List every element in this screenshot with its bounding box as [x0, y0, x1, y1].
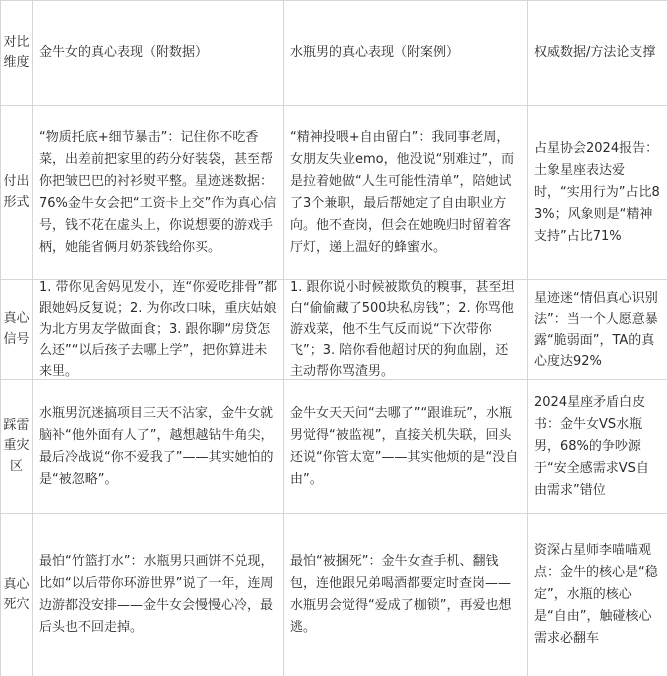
evidence-text: 2024星座矛盾白皮书：金牛女VS水瓶男，68%的争吵源于“安全感需求VS自由需求”错位	[534, 394, 649, 498]
taurus-cell	[33, 380, 284, 513]
taurus-cell	[33, 514, 284, 676]
evidence-cell	[528, 514, 668, 676]
row-label-cell	[0, 380, 33, 513]
table-header-row	[0, 0, 668, 106]
row-label: 踩雷重灾区	[3, 417, 30, 474]
evidence-cell	[528, 106, 668, 279]
table-row	[0, 280, 668, 380]
table-row	[0, 106, 668, 280]
evidence-cell	[528, 380, 668, 513]
aquarius-text: 最怕“被捆死”：金牛女查手机、翻钱包，连他跟兄弟喝酒都要定时查岗——水瓶男会觉得“爱成了枷锁”，再爱也想逃。	[290, 554, 512, 635]
header-cell-evidence	[528, 1, 668, 105]
row-label: 真心死穴	[3, 576, 30, 612]
row-label: 付出形式	[3, 174, 30, 210]
taurus-text: 水瓶男沉迷搞项目三天不沾家，金牛女就脑补“他外面有人了”，越想越钻牛角尖，最后冷战说“你不爱我了”——其实她怕的是“被忽略”。	[39, 405, 274, 487]
aquarius-text: 1. 跟你说小时候被欺负的糗事，甚至坦白“偷偷藏了500块私房钱”；2. 你骂他游戏菜，他不生气反而说“下次带你飞”；3. 陪你看他超讨厌的狗血剧，还主动帮你骂渣男。	[290, 280, 515, 379]
taurus-cell	[33, 106, 284, 279]
header-taurus-label: 金牛女的真心表现（附数据）	[39, 45, 209, 60]
header-evidence-label: 权威数据/方法论支撑	[534, 45, 656, 60]
evidence-text: 资深占星师李喵喵观点：金牛的核心是“稳定”，水瓶的核心是“自由”，触碰核心需求必翻车	[534, 543, 658, 646]
aquarius-cell	[284, 280, 528, 379]
evidence-text: 星迹迷“情侣真心识别法”：当一个人愿意暴露“脆弱面”，TA的真心度达92%	[534, 290, 658, 369]
row-label-cell	[0, 280, 33, 379]
row-label: 真心信号	[3, 311, 30, 347]
taurus-text: 最怕“竹篮打水”：水瓶男只画饼不兑现，比如“以后带你环游世界”说了一年，连周边游都没安排——金牛女会慢慢心冷，最后头也不回走掉。	[39, 554, 274, 635]
aquarius-cell	[284, 106, 528, 279]
taurus-cell	[33, 280, 284, 379]
header-cell-dimension	[0, 1, 33, 105]
header-dimension-label: 对比维度	[3, 34, 30, 70]
row-label-cell	[0, 514, 33, 676]
table-row	[0, 514, 668, 676]
table-row	[0, 380, 668, 514]
aquarius-text: “精神投喂+自由留白”：我同事老周，女朋友失业emo，他没说“别难过”，而是拉着她做“人生可能性清单”，陪她试了3个兼职，最后帮她定了自由职业方向。他不查岗，但会在她晚归时留着客厅灯，递上温好的蜂蜜水。	[290, 129, 515, 255]
row-label-cell	[0, 106, 33, 279]
evidence-text: 占星协会2024报告：土象星座表达爱时，“实用行为”占比83%；风象则是“精神支持”占比71%	[534, 140, 660, 244]
taurus-text: 1. 带你见舍妈见发小，连“你爱吃排骨”都跟她妈反复说；2. 为你改口味，重庆姑娘为北方男友学做面食；3. 跟你聊“房贷怎么还”“以后孩子去哪上学”，把你算进未来里。	[39, 280, 278, 379]
header-cell-taurus	[33, 1, 284, 105]
aquarius-cell	[284, 514, 528, 676]
taurus-text: “物质托底+细节暴击”：记住你不吃香菜，出差前把家里的药分好装袋，甚至帮你把皱巴巴的衬衫熨平整。星迹迷数据：76%金牛女会把“工资卡上交”作为真心信号，钱不花在虚头上，你说想要的游戏手柄，她能省俩月奶茶钱给你买。	[39, 129, 277, 255]
evidence-cell	[528, 280, 668, 379]
aquarius-cell	[284, 380, 528, 513]
header-cell-aquarius	[284, 1, 528, 105]
aquarius-text: 金牛女天天问“去哪了”“跟谁玩”，水瓶男觉得“被监视”，直接关机失联，回头还说“你管太宽”——其实他烦的是“没自由”。	[290, 405, 519, 487]
header-aquarius-label: 水瓶男的真心表现（附案例）	[290, 45, 460, 60]
